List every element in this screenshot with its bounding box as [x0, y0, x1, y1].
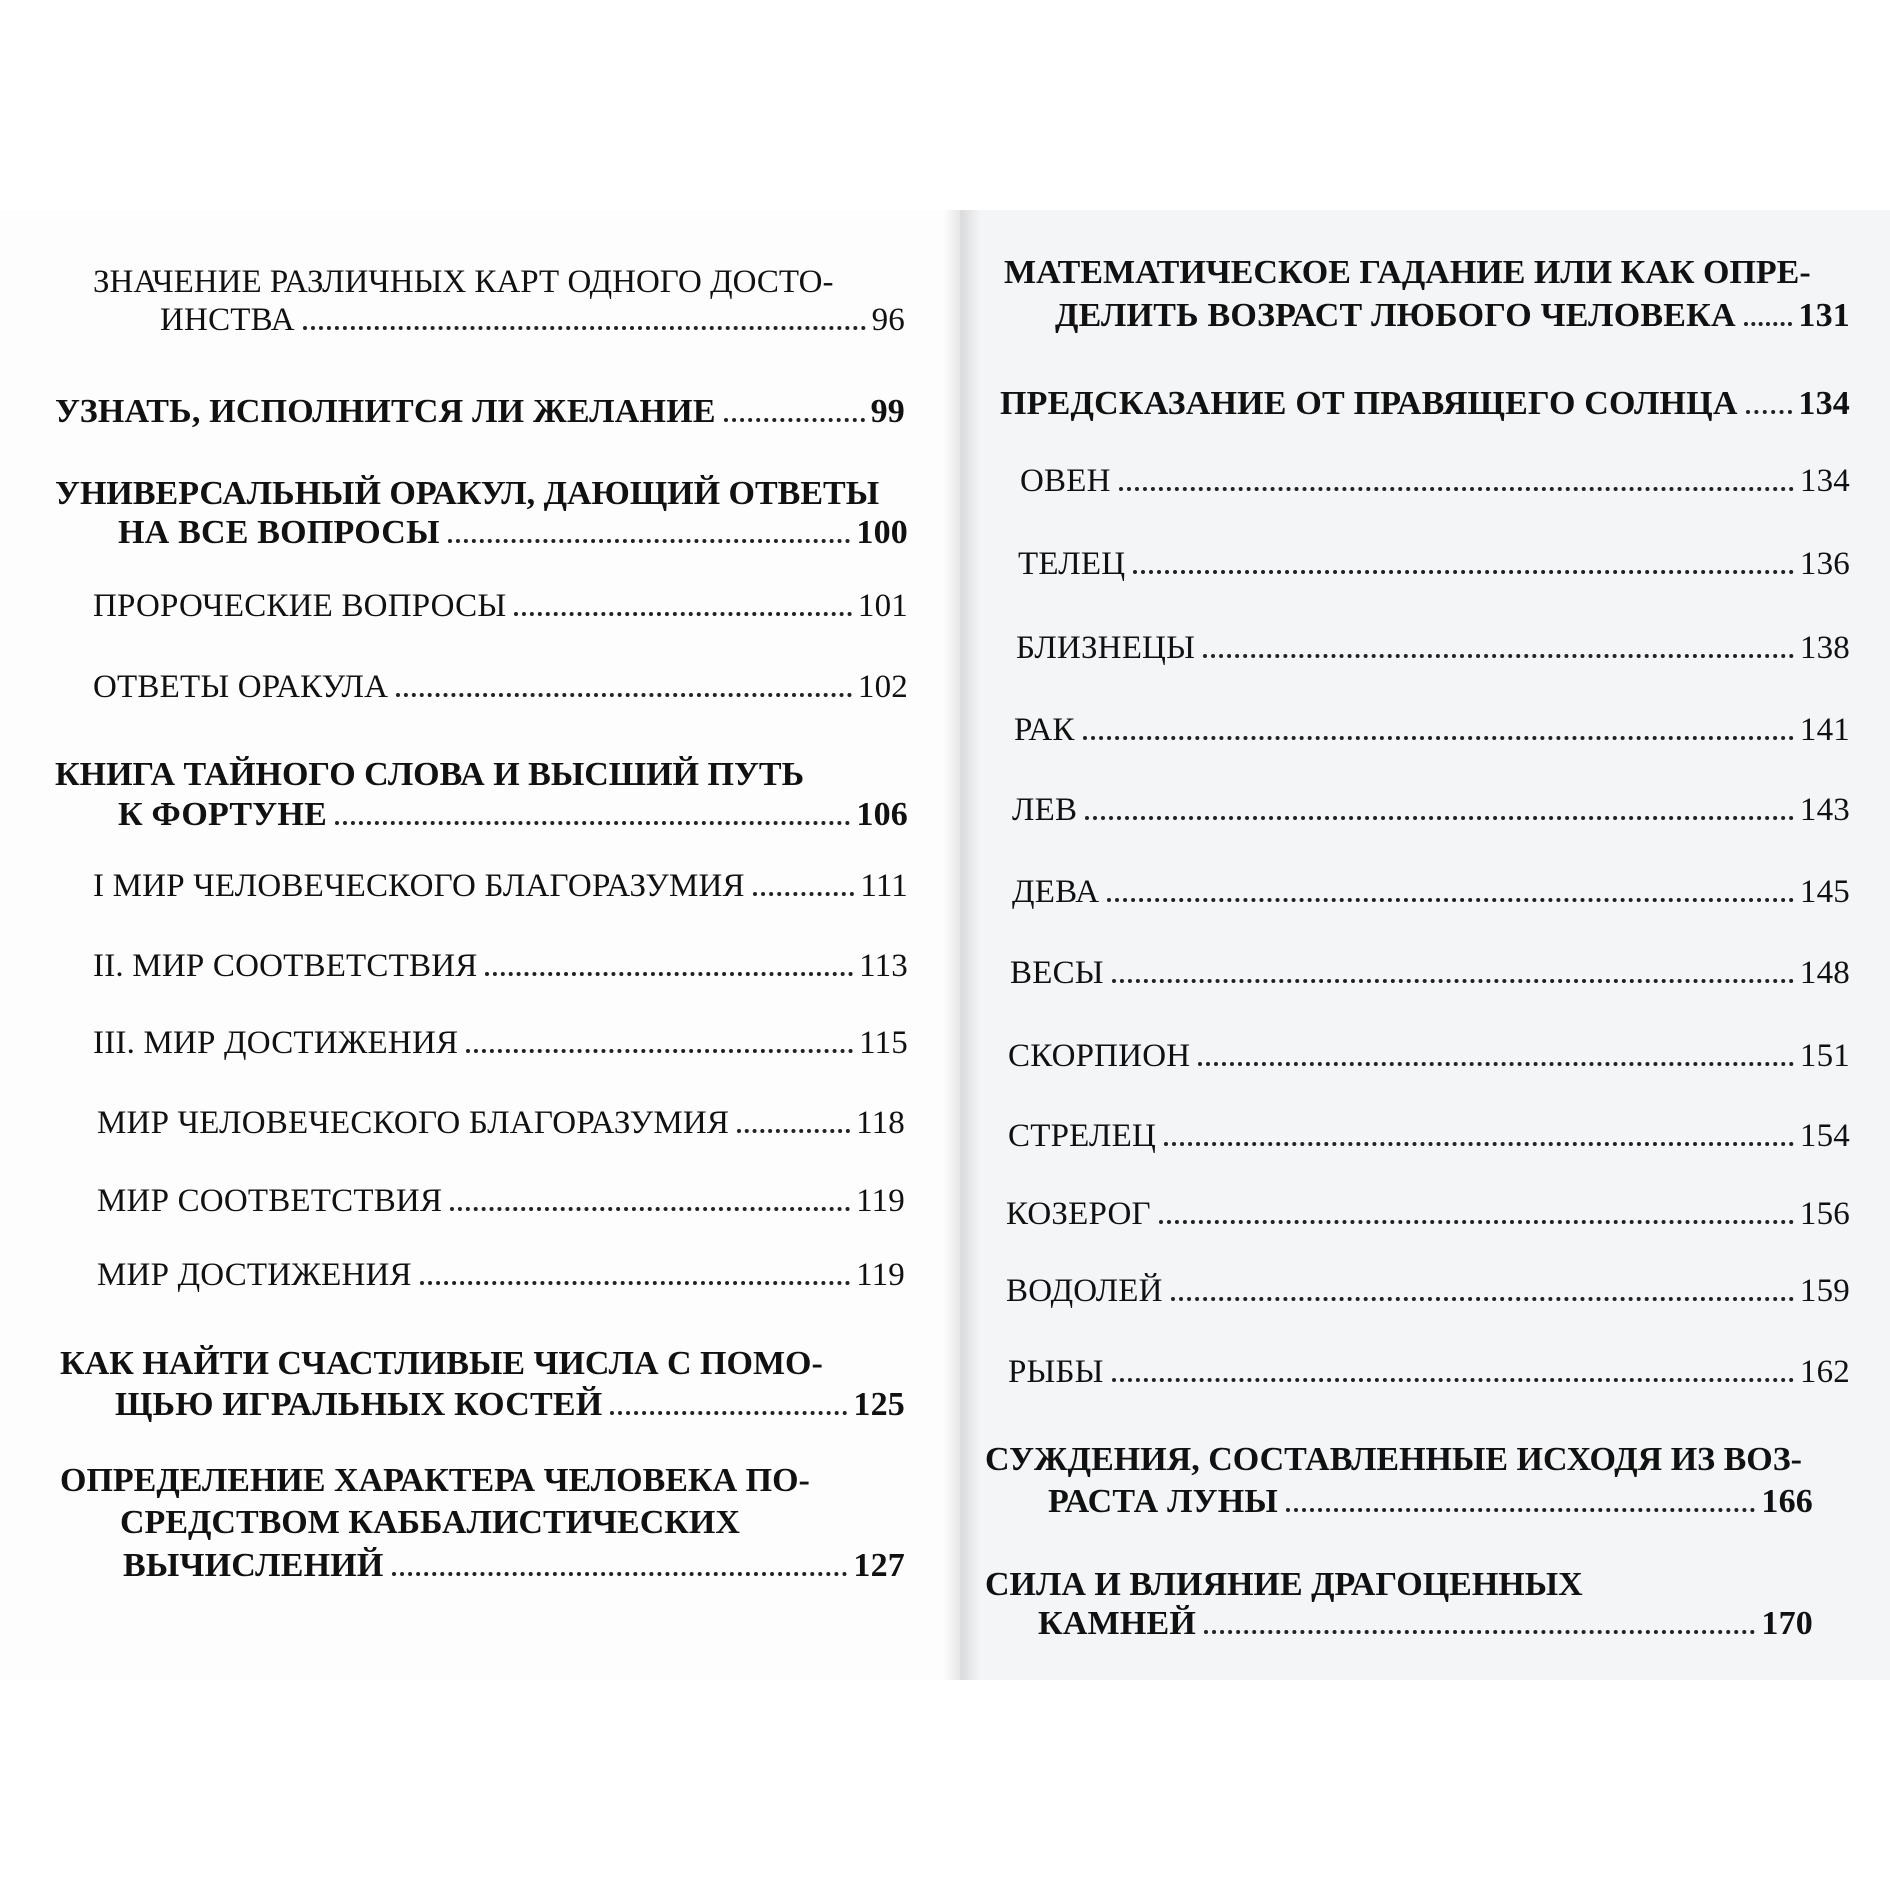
toc-page-number: 136 [1799, 546, 1850, 582]
toc-page-number: 141 [1799, 712, 1850, 748]
toc-page-number: 102 [857, 669, 908, 705]
toc-entry [1006, 1272, 1850, 1310]
toc-entry [93, 587, 908, 625]
dot-leader [1171, 1297, 1794, 1301]
dot-leader [753, 892, 855, 896]
toc-entry [97, 1104, 905, 1142]
toc-page-number: 111 [860, 868, 908, 904]
toc-page-number: 119 [856, 1257, 905, 1293]
toc-page-number: 131 [1798, 297, 1850, 334]
toc-entry-title: ВОДОЛЕЙ [1006, 1273, 1163, 1309]
toc-page-number: 106 [856, 796, 908, 833]
toc-page-number: 96 [871, 302, 905, 338]
dot-leader [737, 1129, 850, 1133]
toc-entry-title: ВЕСЫ [1010, 955, 1104, 991]
toc-entry-title: I МИР ЧЕЛОВЕЧЕСКОГО БЛАГОРАЗУМИЯ [93, 868, 745, 904]
dot-leader [485, 972, 853, 976]
toc-entry [1008, 1117, 1850, 1155]
dot-leader [1119, 487, 1794, 491]
toc-entry-title: РАСТА ЛУНЫ [1048, 1483, 1278, 1520]
toc-entry [118, 514, 908, 552]
toc-entry [1012, 873, 1850, 911]
dot-leader [1085, 816, 1794, 820]
toc-entry [123, 1547, 905, 1585]
toc-page-number: 148 [1799, 955, 1850, 991]
toc-entry [1000, 385, 1850, 423]
toc-entry-line: СИЛА И ВЛИЯНИЕ ДРАГОЦЕННЫХ [985, 1566, 1583, 1603]
toc-entry [93, 947, 908, 985]
toc-entry [1038, 1605, 1813, 1643]
toc-entry-title: ТЕЛЕЦ [1018, 546, 1126, 582]
toc-entry-title: II. МИР СООТВЕТСТВИЯ [93, 948, 478, 984]
toc-page-number: 145 [1799, 874, 1850, 910]
toc-entry-title: НА ВСЕ ВОПРОСЫ [118, 514, 440, 551]
toc-entry [93, 1024, 908, 1062]
toc-entry [97, 1256, 905, 1294]
dot-leader [1198, 1062, 1794, 1066]
toc-page-number: 138 [1799, 630, 1850, 666]
toc-entry [160, 301, 905, 339]
dot-leader [392, 1572, 848, 1576]
toc-page-number: 154 [1799, 1118, 1850, 1154]
toc-page-number: 118 [856, 1105, 905, 1141]
toc-page-number: 166 [1761, 1483, 1813, 1520]
toc-entry-title: МИР ДОСТИЖЕНИЯ [97, 1257, 412, 1293]
toc-entry-title: ПРЕДСКАЗАНИЕ ОТ ПРАВЯЩЕГО СОЛНЦА [1000, 385, 1738, 422]
toc-entry-title: РАК [1014, 712, 1075, 748]
toc-entry-title: ДЕЛИТЬ ВОЗРАСТ ЛЮБОГО ЧЕЛОВЕКА [1055, 297, 1736, 334]
dot-leader [1159, 1220, 1794, 1224]
toc-entry-title: СТРЕЛЕЦ [1008, 1118, 1157, 1154]
toc-entry [93, 668, 908, 706]
toc-entry [1048, 1483, 1813, 1521]
dot-leader [1286, 1508, 1755, 1512]
toc-entry [1014, 711, 1850, 749]
toc-entry [1016, 629, 1850, 667]
toc-entry-line: СУЖДЕНИЯ, СОСТАВЛЕННЫЕ ИСХОДЯ ИЗ ВОЗ- [985, 1441, 1802, 1478]
toc-page-number: 127 [853, 1547, 905, 1584]
dot-leader [610, 1411, 847, 1415]
dot-leader [1133, 570, 1794, 574]
toc-entry-title: КАМНЕЙ [1038, 1605, 1197, 1642]
toc-page-number: 143 [1799, 792, 1850, 828]
toc-page-number: 162 [1799, 1354, 1850, 1390]
toc-entry [55, 393, 905, 431]
toc-entry-line: ЗНАЧЕНИЕ РАЗЛИЧНЫХ КАРТ ОДНОГО ДОСТО- [93, 264, 834, 300]
toc-page-number: 125 [853, 1386, 905, 1423]
toc-entry-title: К ФОРТУНЕ [118, 796, 327, 833]
toc-entry-title: МИР ЧЕЛОВЕЧЕСКОГО БЛАГОРАЗУМИЯ [97, 1105, 730, 1141]
dot-leader [303, 326, 866, 330]
toc-entry [93, 867, 908, 905]
toc-entry-title: РЫБЫ [1008, 1354, 1104, 1390]
toc-entry-line: СРЕДСТВОМ КАББАЛИСТИЧЕСКИХ [120, 1504, 740, 1541]
toc-entry-title: ПРОРОЧЕСКИЕ ВОПРОСЫ [93, 588, 507, 624]
toc-entry-line: КАК НАЙТИ СЧАСТЛИВЫЕ ЧИСЛА С ПОМО- [60, 1345, 823, 1382]
toc-entry-title: ВЫЧИСЛЕНИЙ [123, 1547, 384, 1584]
dot-leader [450, 1207, 850, 1211]
toc-page-number: 134 [1798, 385, 1850, 422]
toc-entry-title: ИНСТВА [160, 302, 295, 338]
dot-leader [1746, 410, 1793, 414]
toc-entry-title: БЛИЗНЕЦЫ [1016, 630, 1196, 666]
toc-entry [1012, 791, 1850, 829]
toc-entry [115, 1386, 905, 1424]
dot-leader [466, 1049, 853, 1053]
toc-entry [1018, 545, 1850, 583]
toc-entry-line: ОПРЕДЕЛЕНИЕ ХАРАКТЕРА ЧЕЛОВЕКА ПО- [60, 1462, 810, 1499]
toc-entry [97, 1182, 905, 1220]
toc-entry-title: ДЕВА [1012, 874, 1100, 910]
toc-page-number: 119 [856, 1183, 905, 1219]
dot-leader [396, 693, 852, 697]
toc-page-number: 99 [870, 393, 905, 430]
toc-entry-line: КНИГА ТАЙНОГО СЛОВА И ВЫСШИЙ ПУТЬ [55, 756, 805, 793]
dot-leader [448, 539, 851, 543]
toc-entry [118, 796, 908, 834]
dot-leader [1083, 736, 1794, 740]
dot-leader [1744, 322, 1793, 326]
toc-entry [1008, 1353, 1850, 1391]
toc-page-number: 170 [1761, 1605, 1813, 1642]
toc-entry-title: МИР СООТВЕТСТВИЯ [97, 1183, 443, 1219]
toc-entry-title: ОВЕН [1020, 463, 1111, 499]
toc-entry-title: ОТВЕТЫ ОРАКУЛА [93, 669, 389, 705]
dot-leader [724, 418, 865, 422]
dot-leader [1204, 1630, 1755, 1634]
toc-page-number: 156 [1799, 1196, 1850, 1232]
book-spine [944, 210, 980, 1680]
dot-leader [420, 1281, 850, 1285]
dot-leader [1112, 1378, 1794, 1382]
dot-leader [514, 612, 852, 616]
toc-entry [1020, 462, 1850, 500]
toc-entry [1006, 1195, 1850, 1233]
toc-entry-title: ЛЕВ [1012, 792, 1078, 828]
toc-entry-line: УНИВЕРСАЛЬНЫЙ ОРАКУЛ, ДАЮЩИЙ ОТВЕТЫ [55, 475, 880, 512]
toc-page-number: 101 [857, 588, 908, 624]
toc-page-number: 159 [1799, 1273, 1850, 1309]
dot-leader [1164, 1142, 1794, 1146]
toc-entry-line: МАТЕМАТИЧЕСКОЕ ГАДАНИЕ ИЛИ КАК ОПРЕ- [1004, 254, 1811, 291]
toc-entry-title: УЗНАТЬ, ИСПОЛНИТСЯ ЛИ ЖЕЛАНИЕ [55, 393, 716, 430]
dot-leader [1112, 979, 1794, 983]
dot-leader [1203, 654, 1794, 658]
toc-page-number: 100 [856, 514, 908, 551]
toc-page-number: 113 [859, 948, 908, 984]
toc-entry-title: III. МИР ДОСТИЖЕНИЯ [93, 1025, 459, 1061]
toc-entry-title: ЩЬЮ ИГРАЛЬНЫХ КОСТЕЙ [115, 1386, 603, 1423]
dot-leader [1107, 898, 1794, 902]
toc-entry [1055, 297, 1850, 335]
toc-entry-title: КОЗЕРОГ [1006, 1196, 1151, 1232]
toc-entry [1010, 954, 1850, 992]
toc-entry-title: СКОРПИОН [1008, 1038, 1191, 1074]
toc-entry [1008, 1037, 1850, 1075]
toc-page-number: 115 [859, 1025, 908, 1061]
dot-leader [335, 821, 850, 825]
toc-page-number: 151 [1799, 1038, 1850, 1074]
toc-page-number: 134 [1799, 463, 1850, 499]
